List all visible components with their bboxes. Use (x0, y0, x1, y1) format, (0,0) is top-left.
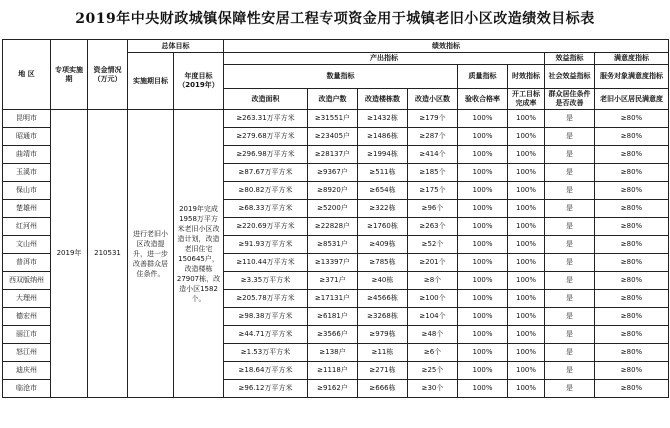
region-cell: 曲靖市 (3, 146, 51, 164)
header-project-entity: 专项实施期 (51, 40, 88, 110)
buildings-cell: ≥271栋 (358, 362, 408, 380)
households-cell: ≥9162户 (308, 380, 358, 398)
satisfaction-cell: ≥80% (595, 200, 669, 218)
households-cell: ≥28137户 (308, 146, 358, 164)
region-cell: 保山市 (3, 182, 51, 200)
benefit-cell: 是 (545, 254, 595, 272)
satisfaction-cell: ≥80% (595, 128, 669, 146)
region-cell: 大理州 (3, 290, 51, 308)
communities-cell: ≥287个 (408, 128, 458, 146)
pass-cell: 100% (458, 344, 508, 362)
benefit-cell: 是 (545, 344, 595, 362)
buildings-cell: ≥1432栋 (358, 110, 408, 128)
satisfaction-cell: ≥80% (595, 110, 669, 128)
communities-cell: ≥201个 (408, 254, 458, 272)
region-cell: 昆明市 (3, 110, 51, 128)
region-cell: 楚雄州 (3, 200, 51, 218)
header-benefit-indicators: 效益指标 (545, 53, 595, 65)
region-cell: 红河州 (3, 218, 51, 236)
start-cell: 100% (508, 308, 545, 326)
start-cell: 100% (508, 272, 545, 290)
satisfaction-cell: ≥80% (595, 308, 669, 326)
satisfaction-cell: ≥80% (595, 272, 669, 290)
benefit-cell: 是 (545, 290, 595, 308)
start-cell: 100% (508, 254, 545, 272)
households-cell: ≥31551户 (308, 110, 358, 128)
communities-cell: ≥414个 (408, 146, 458, 164)
start-cell: 100% (508, 146, 545, 164)
buildings-cell: ≥1486栋 (358, 128, 408, 146)
header-funds: 资金情况（万元） (88, 40, 128, 110)
households-cell: ≥138户 (308, 344, 358, 362)
start-cell: 100% (508, 362, 545, 380)
satisfaction-cell: ≥80% (595, 254, 669, 272)
header-output-indicators: 产出指标 (224, 53, 545, 65)
satisfaction-cell: ≥80% (595, 344, 669, 362)
pass-cell: 100% (458, 146, 508, 164)
communities-cell: ≥30个 (408, 380, 458, 398)
region-cell: 文山州 (3, 236, 51, 254)
header-col-start-rate: 开工目标完成率 (508, 89, 545, 110)
households-cell: ≥6181户 (308, 308, 358, 326)
households-cell: ≥371户 (308, 272, 358, 290)
satisfaction-cell: ≥80% (595, 380, 669, 398)
pass-cell: 100% (458, 236, 508, 254)
area-cell: ≥263.31万平方米 (224, 110, 308, 128)
communities-cell: ≥8个 (408, 272, 458, 290)
communities-cell: ≥96个 (408, 200, 458, 218)
annual-target-cell: 2019年完成1958万平方米老旧小区改造计划，改造老旧住宅150645户，改造楼栋27907栋，改造小区1582个。 (174, 110, 224, 398)
buildings-cell: ≥4566栋 (358, 290, 408, 308)
benefit-cell: 是 (545, 128, 595, 146)
performance-table (2, 39, 669, 398)
start-cell: 100% (508, 290, 545, 308)
funds-cell: 210531 (88, 110, 128, 398)
satisfaction-cell: ≥80% (595, 290, 669, 308)
region-cell: 临沧市 (3, 380, 51, 398)
benefit-cell: 是 (545, 146, 595, 164)
region-cell: 怒江州 (3, 344, 51, 362)
pass-cell: 100% (458, 110, 508, 128)
header-quantity-indicators: 数量指标 (224, 65, 458, 89)
pass-cell: 100% (458, 290, 508, 308)
buildings-cell: ≥40栋 (358, 272, 408, 290)
communities-cell: ≥48个 (408, 326, 458, 344)
buildings-cell: ≥785栋 (358, 254, 408, 272)
header-col-households: 改造户数 (308, 89, 358, 110)
households-cell: ≥5200户 (308, 200, 358, 218)
benefit-cell: 是 (545, 164, 595, 182)
start-cell: 100% (508, 218, 545, 236)
benefit-cell: 是 (545, 380, 595, 398)
benefit-cell: 是 (545, 308, 595, 326)
area-cell: ≥205.78万平方米 (224, 290, 308, 308)
communities-cell: ≥104个 (408, 308, 458, 326)
households-cell: ≥17131户 (308, 290, 358, 308)
area-cell: ≥18.64万平方米 (224, 362, 308, 380)
buildings-cell: ≥11栋 (358, 344, 408, 362)
benefit-cell: 是 (545, 182, 595, 200)
buildings-cell: ≥666栋 (358, 380, 408, 398)
buildings-cell: ≥654栋 (358, 182, 408, 200)
pass-cell: 100% (458, 218, 508, 236)
region-cell: 丽江市 (3, 326, 51, 344)
buildings-cell: ≥979栋 (358, 326, 408, 344)
communities-cell: ≥100个 (408, 290, 458, 308)
implementation-target-cell: 进行老旧小区改造提升，进一步改善群众居住条件。 (128, 110, 174, 398)
households-cell: ≥9367户 (308, 164, 358, 182)
benefit-cell: 是 (545, 272, 595, 290)
area-cell: ≥3.35万平方米 (224, 272, 308, 290)
satisfaction-cell: ≥80% (595, 218, 669, 236)
header-col-satisfaction: 老旧小区居民满意度 (595, 89, 669, 110)
area-cell: ≥44.71万平方米 (224, 326, 308, 344)
households-cell: ≥8920户 (308, 182, 358, 200)
region-cell: 德宏州 (3, 308, 51, 326)
header-satisfaction-indicators: 满意度指标 (595, 53, 669, 65)
satisfaction-cell: ≥80% (595, 164, 669, 182)
benefit-cell: 是 (545, 236, 595, 254)
header-service-satisfaction: 服务对象满意度指标 (595, 65, 669, 89)
pass-cell: 100% (458, 182, 508, 200)
communities-cell: ≥179个 (408, 110, 458, 128)
start-cell: 100% (508, 110, 545, 128)
start-cell: 100% (508, 344, 545, 362)
header-timeliness-indicators: 时效指标 (508, 65, 545, 89)
satisfaction-cell: ≥80% (595, 326, 669, 344)
start-cell: 100% (508, 164, 545, 182)
buildings-cell: ≥511栋 (358, 164, 408, 182)
start-cell: 100% (508, 200, 545, 218)
pass-cell: 100% (458, 164, 508, 182)
header-col-area: 改造面积 (224, 89, 308, 110)
start-cell: 100% (508, 326, 545, 344)
header-col-buildings: 改造楼栋数 (358, 89, 408, 110)
buildings-cell: ≥409栋 (358, 236, 408, 254)
pass-cell: 100% (458, 362, 508, 380)
area-cell: ≥91.93万平方米 (224, 236, 308, 254)
communities-cell: ≥263个 (408, 218, 458, 236)
communities-cell: ≥175个 (408, 182, 458, 200)
buildings-cell: ≥3268栋 (358, 308, 408, 326)
region-cell: 普洱市 (3, 254, 51, 272)
start-cell: 100% (508, 380, 545, 398)
benefit-cell: 是 (545, 362, 595, 380)
satisfaction-cell: ≥80% (595, 236, 669, 254)
header-social-benefit: 社会效益指标 (545, 65, 595, 89)
header-performance-indicators: 绩效指标 (224, 40, 669, 53)
header-impl-target: 实施期目标 (128, 53, 174, 110)
area-cell: ≥68.33万平方米 (224, 200, 308, 218)
header-col-communities: 改造小区数 (408, 89, 458, 110)
header-annual-target: 年度目标（2019年） (174, 53, 224, 110)
header-col-pass-rate: 验收合格率 (458, 89, 508, 110)
pass-cell: 100% (458, 128, 508, 146)
area-cell: ≥296.98万平方米 (224, 146, 308, 164)
pass-cell: 100% (458, 272, 508, 290)
start-cell: 100% (508, 182, 545, 200)
table-body (3, 110, 669, 398)
buildings-cell: ≥1760栋 (358, 218, 408, 236)
households-cell: ≥8531户 (308, 236, 358, 254)
area-cell: ≥220.69万平方米 (224, 218, 308, 236)
implementation-period-cell: 2019年 (51, 110, 88, 398)
pass-cell: 100% (458, 254, 508, 272)
households-cell: ≥13397户 (308, 254, 358, 272)
communities-cell: ≥52个 (408, 236, 458, 254)
satisfaction-cell: ≥80% (595, 362, 669, 380)
satisfaction-cell: ≥80% (595, 146, 669, 164)
table-row (3, 110, 669, 128)
households-cell: ≥1118户 (308, 362, 358, 380)
pass-cell: 100% (458, 308, 508, 326)
header-col-benefit: 群众居住条件是否改善 (545, 89, 595, 110)
region-cell: 西双版纳州 (3, 272, 51, 290)
benefit-cell: 是 (545, 200, 595, 218)
satisfaction-cell: ≥80% (595, 182, 669, 200)
region-cell: 迪庆州 (3, 362, 51, 380)
buildings-cell: ≥322栋 (358, 200, 408, 218)
benefit-cell: 是 (545, 218, 595, 236)
area-cell: ≥87.67万平方米 (224, 164, 308, 182)
households-cell: ≥23405户 (308, 128, 358, 146)
pass-cell: 100% (458, 200, 508, 218)
page-title: 2019年中央财政城镇保障性安居工程专项资金用于城镇老旧小区改造绩效目标表 (75, 11, 595, 27)
communities-cell: ≥25个 (408, 362, 458, 380)
communities-cell: ≥185个 (408, 164, 458, 182)
benefit-cell: 是 (545, 326, 595, 344)
header-region: 地 区 (3, 40, 51, 110)
buildings-cell: ≥1994栋 (358, 146, 408, 164)
area-cell: ≥279.68万平方米 (224, 128, 308, 146)
households-cell: ≥3566户 (308, 326, 358, 344)
benefit-cell: 是 (545, 110, 595, 128)
region-cell: 昭通市 (3, 128, 51, 146)
region-cell: 玉溪市 (3, 164, 51, 182)
households-cell: ≥22828户 (308, 218, 358, 236)
area-cell: ≥98.38万平方米 (224, 308, 308, 326)
pass-cell: 100% (458, 326, 508, 344)
header-quality-indicators: 质量指标 (458, 65, 508, 89)
area-cell: ≥1.53万平方米 (224, 344, 308, 362)
start-cell: 100% (508, 128, 545, 146)
area-cell: ≥80.82万平方米 (224, 182, 308, 200)
start-cell: 100% (508, 236, 545, 254)
header-overall-target: 总体目标 (128, 40, 224, 53)
area-cell: ≥96.12万平方米 (224, 380, 308, 398)
pass-cell: 100% (458, 380, 508, 398)
area-cell: ≥110.44万平方米 (224, 254, 308, 272)
communities-cell: ≥6个 (408, 344, 458, 362)
